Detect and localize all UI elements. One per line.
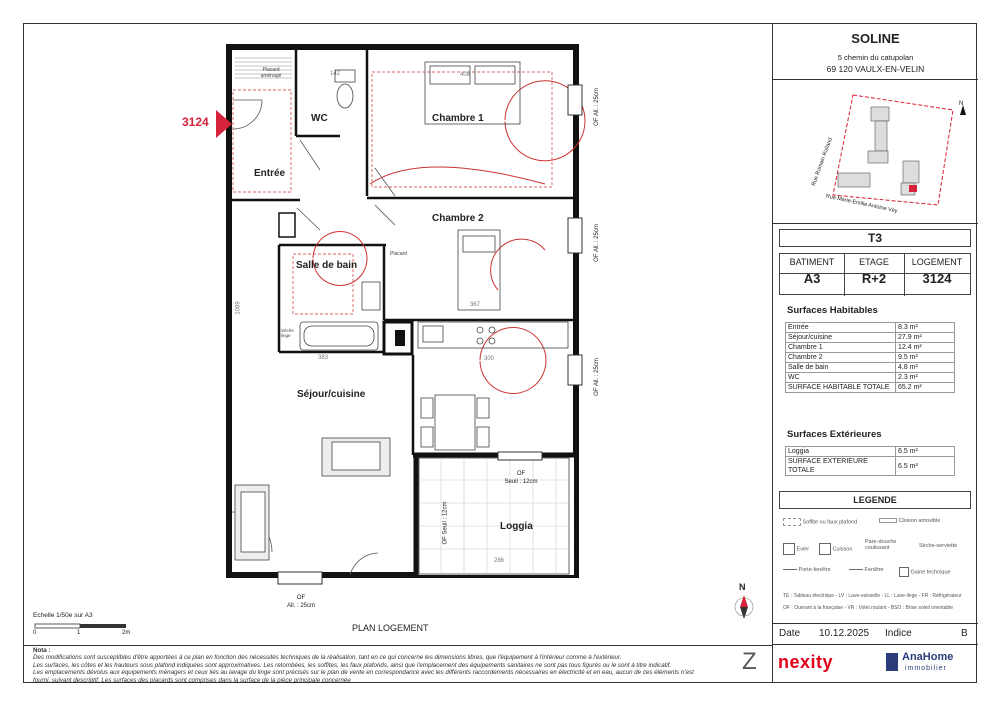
value-logement: 3124 bbox=[922, 271, 952, 286]
scale-tick-2: 2m bbox=[122, 630, 131, 636]
surface-value: 65.2 m² bbox=[896, 383, 955, 393]
dim-300: 300 bbox=[484, 356, 495, 362]
armchair bbox=[235, 485, 269, 560]
placard-label: Placard bbox=[390, 251, 407, 257]
legend-fenetre: Fenêtre bbox=[849, 567, 884, 573]
sofa bbox=[322, 438, 390, 476]
z-logo: Z bbox=[742, 648, 757, 675]
address-line-2: 69 120 VAULX-EN-VELIN bbox=[826, 64, 925, 74]
kitchen-counter bbox=[418, 322, 568, 348]
hab-row bbox=[786, 323, 955, 333]
scale-text: Echelle 1/50e sur A3 bbox=[33, 612, 93, 619]
legend-abbrev-2: OF : Ouvrant à la française - VR : Volet roulant - BSO : Brise soleil orientable bbox=[783, 605, 954, 611]
surface-value: 27.9 m² bbox=[896, 333, 955, 343]
dim-383: 383 bbox=[318, 355, 329, 361]
dim-367: 367 bbox=[470, 302, 481, 308]
legend-cuisson: Cuisson bbox=[819, 543, 852, 555]
bed-chambre-2 bbox=[458, 230, 500, 310]
surface-room-name: WC bbox=[786, 373, 896, 383]
surface-room-name: SURFACE HABITABLE TOTALE bbox=[786, 383, 896, 393]
room-chambre-2: Chambre 2 bbox=[432, 213, 484, 224]
surface-room-name: Salle de bain bbox=[786, 363, 896, 373]
street-bottom: Rue Marie-Emilie Antoine Véy bbox=[825, 193, 898, 215]
header-batiment: BATIMENT bbox=[789, 257, 835, 267]
room-wc: WC bbox=[311, 113, 328, 124]
room-chambre-1: Chambre 1 bbox=[432, 113, 484, 124]
window-4-label: OF All. : 25cm bbox=[286, 595, 315, 609]
hab-row bbox=[786, 373, 955, 383]
legend-seche-serviette: Sèche-serviette bbox=[919, 543, 958, 549]
dim-286: 286 bbox=[494, 558, 505, 564]
scale-tick-1: 1 bbox=[77, 630, 81, 636]
surfaces-exterieures-title: Surfaces Extérieures bbox=[787, 429, 882, 440]
legend-title: LEGENDE bbox=[779, 491, 971, 509]
surfaces-habitables-table bbox=[785, 322, 955, 393]
indice-label: Indice bbox=[885, 628, 912, 639]
dim-408: 408 bbox=[460, 72, 471, 78]
surface-value: 9.5 m² bbox=[896, 353, 955, 363]
header-etage: ETAGE bbox=[859, 257, 889, 267]
notes-divider bbox=[23, 645, 773, 646]
ext-row bbox=[786, 447, 955, 457]
surface-value: 12.4 m² bbox=[896, 343, 955, 353]
legend-evier: Evier bbox=[783, 543, 809, 555]
window-1-label: OF All. : 25cm bbox=[593, 88, 600, 126]
project-name: SOLINE bbox=[851, 31, 900, 46]
site-north-label: N bbox=[959, 101, 964, 107]
dim-1089: 1089 bbox=[235, 301, 242, 315]
notes-line-3: Les emplacements dévolus aux équipements ménagers et ceux liés au lavage du linge sont précisés sur le plan de vente en correspondance avec les différents raccordements nécessaires en électricité et en eau, aucun de ces éléments n'est bbox=[33, 669, 694, 677]
hab-row bbox=[786, 383, 955, 393]
date-label: Date bbox=[779, 628, 801, 639]
value-batiment: A3 bbox=[803, 271, 821, 286]
scale-bar bbox=[35, 624, 126, 628]
legend-pare-douche: Pare-douche coulissant bbox=[865, 539, 897, 551]
surface-room-name: Chambre 2 bbox=[786, 353, 896, 363]
notes-line-4: fourni, suivant descriptif. Les surfaces des placards sont comprises dans la surface de la pièce principale concernée bbox=[33, 676, 351, 684]
unit-table bbox=[779, 253, 971, 295]
surface-room-name: Loggia bbox=[786, 447, 896, 457]
room-salle-de-bain: Salle de bain bbox=[296, 260, 358, 271]
legend-porte-fenetre: Porte-fenêtre bbox=[783, 567, 831, 573]
notes-line-1: Des modifications sont susceptibles d'être apportées à ce plan en fonction des nécessités techniques de la réalisation, tant en ce qui concerne les dimensions libres, que l'équipement à l'intérieur comme à l'extérieur. bbox=[33, 654, 622, 662]
header-logement: LOGEMENT bbox=[911, 257, 963, 267]
unit-type: T3 bbox=[779, 229, 971, 247]
window-3-label: OF All. : 25cm bbox=[593, 358, 600, 396]
surface-value: 8.3 m² bbox=[896, 323, 955, 333]
hab-row bbox=[786, 353, 955, 363]
surface-value: 6.5 m² bbox=[896, 457, 955, 476]
surfaces-exterieures-table bbox=[785, 446, 955, 476]
window-2-label: OF All. : 25cm bbox=[593, 224, 600, 262]
notes-block bbox=[33, 647, 733, 684]
legend-cloison: Cloison amovible bbox=[879, 518, 940, 524]
unit-marker-label: 3124 bbox=[182, 115, 209, 129]
legend-abbrev-1: TE : Tableau électrique - LV : Lave-vaisselle - LL : Lave-linge - FR : Réfrigérateur bbox=[783, 593, 962, 599]
surface-room-name: SURFACE EXTERIEURE TOTALE bbox=[786, 457, 896, 476]
surfaces-habitables-title: Surfaces Habitables bbox=[787, 305, 878, 316]
loggia-side-label: OF Seuil : 12cm bbox=[442, 501, 449, 545]
notes-line-2: Les surfaces, les côtes et les hauteurs sous plafond indiquées sont approximatives. Les retombées, les soffites, les faux plafonds, ainsi que l'emplacement des équipements sanitaires ne sont pas tous figurés ou le sont à titre indicatif. bbox=[33, 661, 672, 669]
room-sejour: Séjour/cuisine bbox=[297, 389, 366, 400]
surface-room-name: Chambre 1 bbox=[786, 343, 896, 353]
site-map bbox=[810, 85, 973, 225]
hab-row bbox=[786, 363, 955, 373]
hab-row bbox=[786, 333, 955, 343]
legend-soffite: Soffite ou faux plafond bbox=[783, 518, 857, 526]
title-block bbox=[772, 23, 977, 683]
indice-value: B bbox=[961, 628, 968, 639]
nexity-logo: nexity bbox=[778, 652, 834, 672]
anahome-logo: AnaHome bbox=[902, 651, 954, 663]
address-line-1: 5 chemin du catupolan bbox=[837, 53, 914, 62]
plan-north-arrow bbox=[735, 595, 753, 619]
dining-table bbox=[421, 395, 489, 450]
anahome-sub: immobilier bbox=[905, 665, 947, 672]
seche-linge-label: Sèche linge bbox=[281, 328, 294, 338]
anahome-icon bbox=[886, 653, 898, 671]
notes-title: Nota : bbox=[33, 647, 51, 654]
street-left: Rue Romain Rolland bbox=[810, 137, 834, 187]
ext-row bbox=[786, 457, 955, 476]
plan-title: PLAN LOGEMENT bbox=[352, 623, 429, 633]
loggia-door-label: OF Seuil : 12cm bbox=[504, 471, 538, 485]
hab-row bbox=[786, 343, 955, 353]
surface-value: 6.5 m² bbox=[896, 447, 955, 457]
scale-tick-0: 0 bbox=[33, 630, 37, 636]
room-loggia: Loggia bbox=[500, 521, 533, 532]
surface-room-name: Séjour/cuisine bbox=[786, 333, 896, 343]
date-value: 10.12.2025 bbox=[819, 628, 870, 639]
dim-142: 142 bbox=[330, 71, 341, 77]
bathtub bbox=[300, 322, 378, 350]
room-entree: Entrée bbox=[254, 168, 286, 179]
legend-gaine: Gaine technique bbox=[899, 567, 951, 577]
plan-north-label: N bbox=[739, 582, 746, 592]
placard-amenage-label: Placard aménagé bbox=[260, 67, 282, 79]
value-etage: R+2 bbox=[861, 271, 887, 286]
surface-value: 2.3 m² bbox=[896, 373, 955, 383]
surface-value: 4.8 m² bbox=[896, 363, 955, 373]
surface-room-name: Entrée bbox=[786, 323, 896, 333]
